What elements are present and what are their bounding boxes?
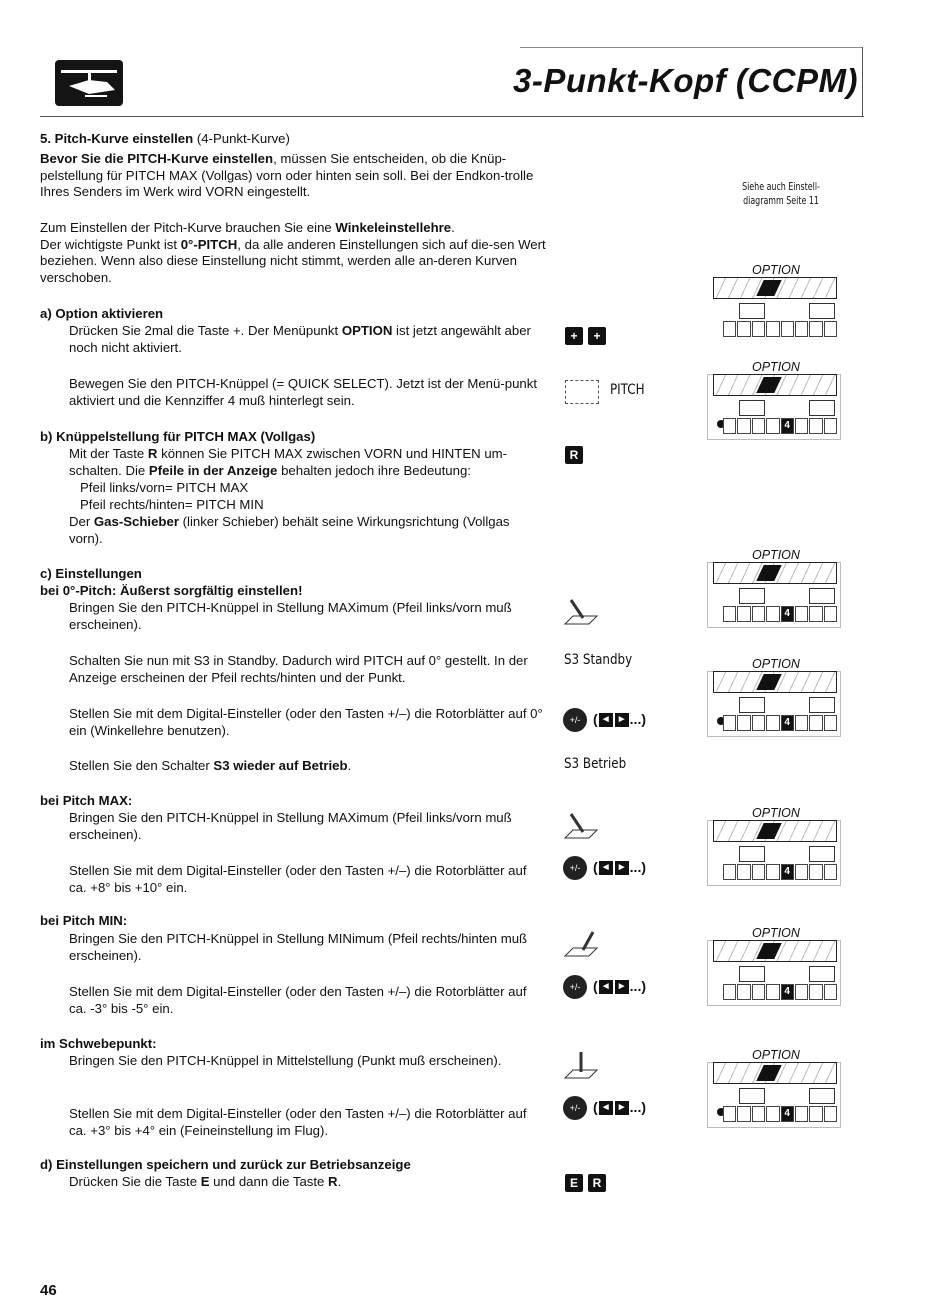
- e-key-icon: E: [565, 1174, 583, 1192]
- step-a-text-1: Drücken Sie 2mal die Taste +. Der Menüpunkt OPTION ist jetzt angewählt aber noch nicht aktiviert.: [69, 323, 531, 355]
- digital-dial-icon: +/-: [563, 708, 587, 732]
- stick-max-icon: [563, 810, 599, 842]
- minus-plus-key-sequence: ( ◄ ► ...): [593, 1099, 647, 1115]
- step-d-heading: d) Einstellungen speichern und zurück zur Betriebsanzeige: [40, 1157, 411, 1172]
- display-bar: [713, 820, 837, 842]
- display-bar: [713, 671, 837, 693]
- r-key-icon: R: [565, 446, 583, 464]
- display-bar: [713, 940, 837, 962]
- stick-max-icon: [563, 596, 599, 628]
- display-box: [739, 400, 765, 416]
- display-box: [809, 1088, 835, 1104]
- pitch-min-text-2: Stellen Sie mit dem Digital-Einsteller (oder den Tasten +/–) die Rotorblätter auf ca. -3° bis -5° ein.: [69, 984, 527, 1016]
- hover-heading: im Schwebepunkt:: [40, 1036, 157, 1051]
- display-box: [809, 303, 835, 319]
- display-caption: OPTION: [752, 657, 800, 671]
- display-caption: OPTION: [752, 806, 800, 820]
- lcd-display-panel: [707, 1048, 839, 1126]
- stick-center-icon: [563, 1050, 599, 1082]
- step-a-heading: a) Option aktivieren: [40, 306, 164, 321]
- pitch-max-text-1: Bringen Sie den PITCH-Knüppel in Stellung MAXimum (Pfeil links/vorn muß erscheinen).: [69, 810, 512, 842]
- display-bar: [713, 277, 837, 299]
- lcd-display-panel: [707, 360, 839, 438]
- plus-key-icon: +: [565, 327, 583, 345]
- intro-paragraph: Bevor Sie die PITCH-Kurve einstellen, müssen Sie entscheiden, ob die Knüp-pelstellung für PITCH MAX (Vollgas) vorn oder hinten sein soll. Bei der Endkon-trolle Ihres Senders im Werk wird VORN eingestellt.: [40, 151, 534, 199]
- hover-text-2: Stellen Sie mit dem Digital-Einsteller (oder den Tasten +/–) die Rotorblätter auf ca. +3° bis +4° ein (Feineinstellung im Flug).: [69, 1106, 527, 1138]
- page-title: 3-Punkt-Kopf (CCPM): [513, 62, 858, 99]
- step-b-text-1: Mit der Taste R können Sie PITCH MAX zwischen VORN und HINTEN um-schalten. Die Pfeile in der Anzeige behalten jedoch ihre Bedeutung:: [69, 446, 508, 478]
- pitch-min-text-1: Bringen Sie den PITCH-Knüppel in Stellung MINimum (Pfeil rechts/hinten muß erscheinen).: [69, 931, 528, 963]
- minus-plus-key-sequence: ( ◄ ► ...): [593, 711, 647, 727]
- display-box: [739, 303, 765, 319]
- switch-standby: S3 Standby: [564, 652, 633, 668]
- lcd-display-panel: [707, 926, 839, 1004]
- lcd-display-panel: [707, 548, 839, 626]
- display-box: [809, 400, 835, 416]
- header-rule: [40, 116, 864, 117]
- display-bar: [713, 562, 837, 584]
- display-digits: 4: [723, 864, 837, 880]
- switch-betrieb: S3 Betrieb: [564, 756, 627, 772]
- display-box: [809, 966, 835, 982]
- helicopter-icon: [55, 60, 123, 106]
- display-caption: OPTION: [752, 1048, 800, 1062]
- step-d-text: Drücken Sie die Taste E und dann die Taste R.: [69, 1174, 342, 1189]
- display-caption: OPTION: [752, 263, 800, 277]
- arrow-left-meaning: Pfeil links/vorn= PITCH MAX: [80, 480, 249, 495]
- display-box: [739, 1088, 765, 1104]
- lcd-display-panel: [707, 806, 839, 884]
- stick-min-icon: [563, 928, 599, 960]
- arrow-right-meaning: Pfeil rechts/hinten= PITCH MIN: [80, 497, 264, 512]
- step-a-text-2: Bewegen Sie den PITCH-Knüppel (= QUICK SELECT). Jetzt ist der Menü-punkt aktiviert und die Kennziffer 4 muß hinterlegt sein.: [69, 376, 537, 408]
- display-caption: OPTION: [752, 926, 800, 940]
- hover-text-1: Bringen Sie den PITCH-Knüppel in Mittelstellung (Punkt muß erscheinen).: [69, 1053, 502, 1068]
- r-key-icon: R: [588, 1174, 606, 1192]
- display-digits: 4: [723, 606, 837, 622]
- side-note: Siehe auch Einstell-diagramm Seite 11: [742, 180, 820, 207]
- step-c-text-3: Stellen Sie mit dem Digital-Einsteller (oder den Tasten +/–) die Rotorblätter auf 0° ein (Winkellehre benutzen).: [69, 706, 543, 738]
- plus-key-icon: +: [588, 327, 606, 345]
- display-digits: 4: [723, 418, 837, 434]
- minus-plus-key-sequence: ( ◄ ► ...): [593, 859, 647, 875]
- stick-move-icon: [565, 380, 599, 404]
- section-heading: 5. Pitch-Kurve einstellen (4-Punkt-Kurve): [40, 131, 290, 146]
- display-digits: 4: [723, 1106, 837, 1122]
- step-c-text-4: Stellen Sie den Schalter S3 wieder auf Betrieb.: [69, 758, 352, 773]
- display-digits: 4: [723, 984, 837, 1000]
- display-bar: [713, 374, 837, 396]
- digital-dial-icon: +/-: [563, 975, 587, 999]
- header-side-rule: [862, 47, 863, 117]
- lcd-display-panel: [707, 263, 839, 341]
- pitch-label: PITCH: [610, 382, 645, 398]
- display-caption: OPTION: [752, 360, 800, 374]
- paragraph-2: Zum Einstellen der Pitch-Kurve brauchen Sie eine Winkeleinstellehre. Der wichtigste Punkt ist 0°-PITCH, da alle anderen Einstellungen sich auf die-sen Wert beziehen. Wenn also diese Einstellung nicht stimmt, werden alle an-deren Kurven verschoben.: [40, 220, 546, 285]
- step-c-heading: c) Einstellungen: [40, 566, 142, 581]
- minus-plus-key-sequence: ( ◄ ► ...): [593, 978, 647, 994]
- page-number: 46: [40, 1282, 57, 1299]
- display-box: [739, 697, 765, 713]
- display-bar: [713, 1062, 837, 1084]
- lcd-display-panel: [707, 657, 839, 735]
- display-box: [809, 846, 835, 862]
- display-box: [739, 588, 765, 604]
- display-box: [809, 697, 835, 713]
- digital-dial-icon: +/-: [563, 1096, 587, 1120]
- step-c-text-2: Schalten Sie nun mit S3 in Standby. Dadurch wird PITCH auf 0° gestellt. In der Anzeige erscheinen der Pfeil rechts/hinten und der Punkt.: [69, 653, 528, 685]
- display-box: [809, 588, 835, 604]
- step-b-heading: b) Knüppelstellung für PITCH MAX (Vollgas): [40, 429, 316, 444]
- pitch-max-heading: bei Pitch MAX:: [40, 793, 133, 808]
- display-digits: [723, 321, 837, 337]
- digital-dial-icon: +/-: [563, 856, 587, 880]
- display-digits: 4: [723, 715, 837, 731]
- pitch-min-heading: bei Pitch MIN:: [40, 913, 128, 928]
- step-c-subheading: bei 0°-Pitch: Äußerst sorgfältig einstellen!: [40, 583, 303, 598]
- pitch-max-text-2: Stellen Sie mit dem Digital-Einsteller (oder den Tasten +/–) die Rotorblätter auf ca. +8° bis +10° ein.: [69, 863, 527, 895]
- display-box: [739, 846, 765, 862]
- display-caption: OPTION: [752, 548, 800, 562]
- step-c-text-1: Bringen Sie den PITCH-Knüppel in Stellung MAXimum (Pfeil links/vorn muß erscheinen).: [69, 600, 512, 632]
- header-top-rule: [520, 47, 862, 48]
- step-b-text-2: Der Gas-Schieber (linker Schieber) behält seine Wirkungsrichtung (Vollgas vorn).: [69, 514, 510, 546]
- display-box: [739, 966, 765, 982]
